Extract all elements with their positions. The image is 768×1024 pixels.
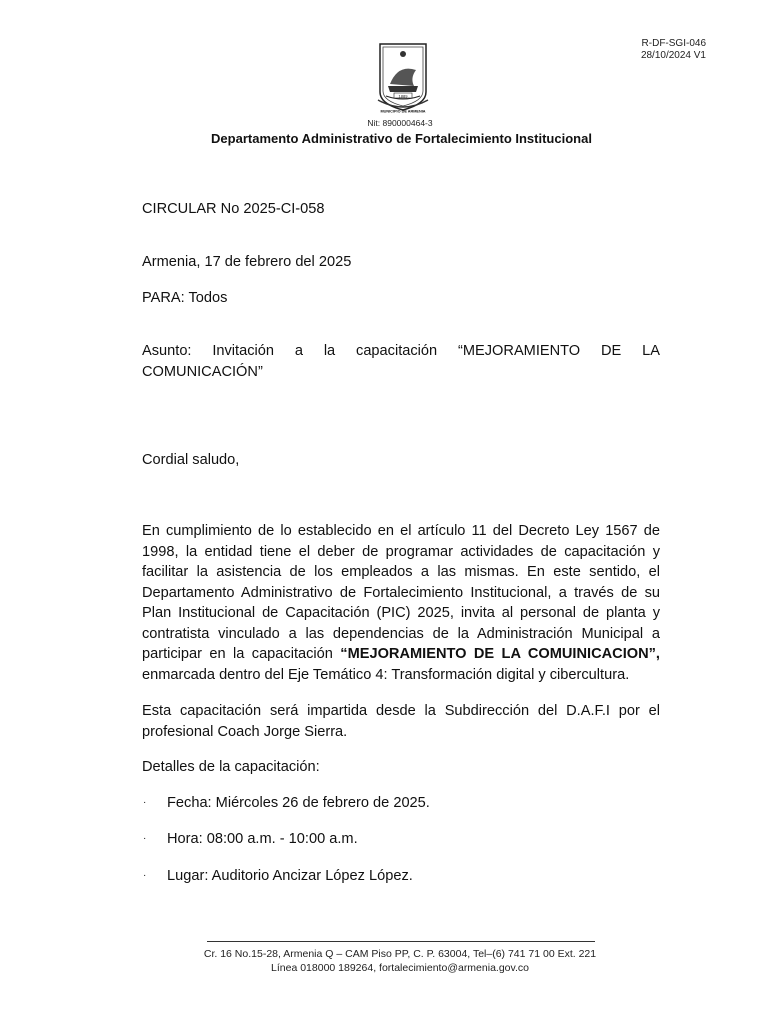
place-date: Armenia, 17 de febrero del 2025 [142,254,352,270]
paragraph-1 [142,521,660,685]
document-code-id: R-DF-SGI-046 [641,38,706,49]
detail-item-date [143,793,430,813]
bullet-icon: · [143,797,147,808]
detail-item-place [143,866,413,886]
department-name: Departamento Administrativo de Fortalecimiento Institucional [211,131,592,146]
detail-item-time [143,829,358,849]
detail-item-text: Fecha: Miércoles 26 de febrero de 2025. [167,795,430,811]
nit-number: Nit: 890000464-3 [367,118,433,128]
subject-line-2: COMUNICACIÓN” [142,363,263,380]
paragraph-2: Esta capacitación será impartida desde la Subdirección del D.A.F.I por el profesional Coach Jorge Sierra. [142,703,660,740]
training-name: “MEJORAMIENTO DE LA COMUINICACION”, [340,646,660,662]
greeting: Cordial saludo, [142,452,240,468]
recipient: PARA: Todos [142,290,228,306]
footer-divider [207,941,595,942]
document-code [641,38,706,62]
detail-item-text: Lugar: Auditorio Ancizar López López. [167,868,413,884]
crest-caption: MUNICIPIO DE ARMENIA [380,109,426,114]
crest-year: 1889 [398,93,408,99]
paragraph-1-end: enmarcada dentro del Eje Temático 4: Transformación digital y cibercultura. [142,666,630,683]
subject-line-1: Asunto: Invitación a la capacitación “MEJORAMIENTO DE LA [142,343,660,359]
detail-item-text: Hora: 08:00 a.m. - 10:00 a.m. [167,831,358,847]
footer-address: Cr. 16 No.15-28, Armenia Q – CAM Piso PP, C. P. 63004, Tel–(6) 741 71 00 Ext. 221 [203,948,597,960]
bullet-icon: · [143,870,147,881]
details-title: Detalles de la capacitación: [142,759,320,775]
municipal-crest-logo [370,40,436,114]
footer-contact: Línea 018000 189264, fortalecimiento@armenia.gov.co [271,962,529,974]
subject [142,341,660,382]
document-code-date: 28/10/2024 V1 [640,50,706,61]
bullet-icon: · [143,833,147,844]
circular-number: CIRCULAR No 2025-CI-058 [142,201,325,217]
paragraph-1-text: En cumplimiento de lo establecido en el artículo 11 del Decreto Ley 1567 de 1998, la entidad tiene el deber de programar actividades de capacitación y facilitar la asistencia de los empleados a las mismas. En este sentido, el Departamento Administrativo de Fortalecimiento Institucional, a través de su Plan Institucional de Capacitación (PIC) 2025, invita al personal de planta y contratista vinculado a las dependencias de la Administración Municipal a participar en la capacitación [142,523,660,662]
